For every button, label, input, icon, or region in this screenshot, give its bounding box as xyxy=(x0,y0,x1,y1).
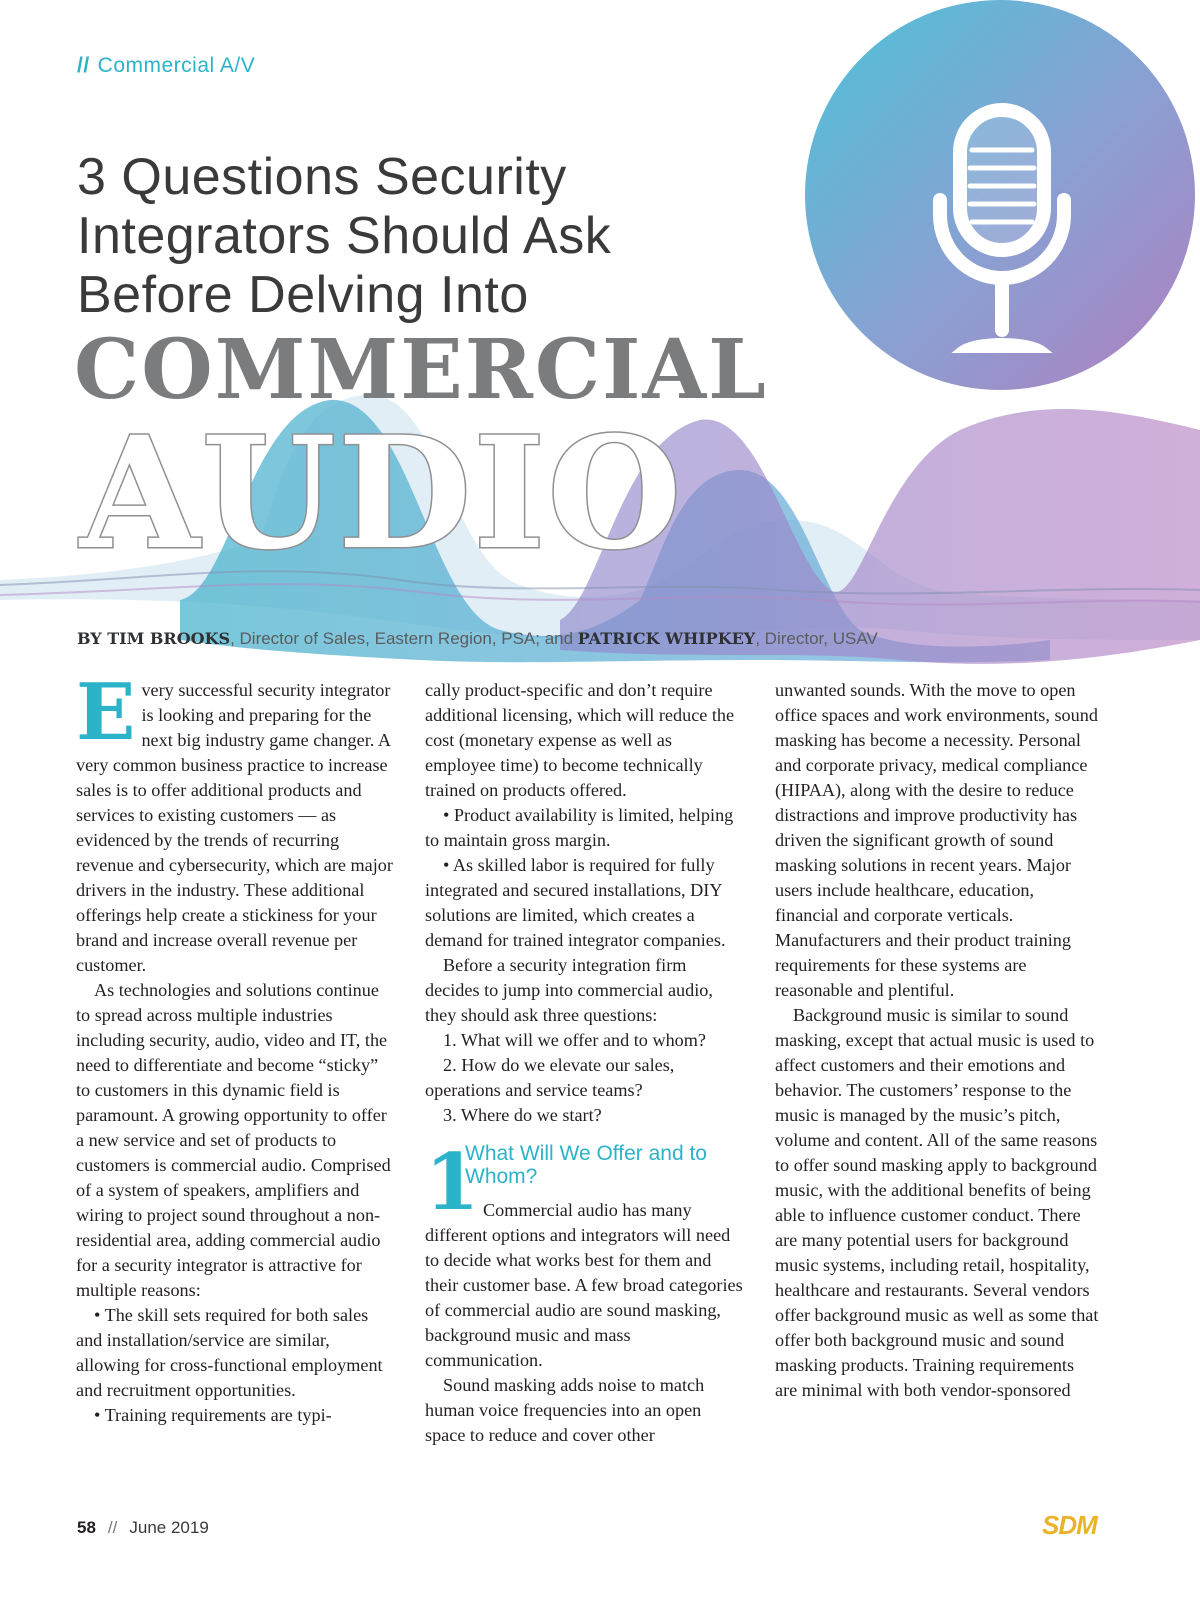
question-item: 3. Where do we start? xyxy=(443,1105,602,1125)
question-1-heading xyxy=(425,1137,745,1228)
bullet-item: • As skilled labor is required for fully integrated and secured installations, DIY solutions are limited, which creates a demand for trained integrator companies. xyxy=(425,855,726,950)
paragraph: cally product-specific and don’t require additional licensing, which will reduce the cost (monetary expense as well as employee time) to become technically trained on products offered. xyxy=(425,680,735,800)
headline-commercial: COMMERCIAL xyxy=(74,322,768,418)
question-1-body xyxy=(425,1198,745,1448)
article-column-2 xyxy=(425,678,745,1448)
footer-separator: // xyxy=(107,1518,118,1537)
paragraph: Background music is similar to sound masking, except that actual music is used to affect customers and their emotions and behavior. The customers’ response to the music is managed by the music’s pitch, volume and content. All of the same reasons to offer sound masking apply to background music, with the additional benefits of being able to influence customer conduct. There are many potential users for background music systems, including retail, hospitality, healthcare and restaurants. Several vendors offer background music as well as some that offer both background music and sound masking products. Training requirements are minimal with both vendor-sponsored xyxy=(775,1005,1099,1400)
headline-line: Integrators Should Ask xyxy=(77,207,612,265)
drop-cap: E xyxy=(76,667,136,758)
sdm-logo: SDM xyxy=(1042,1510,1097,1540)
headline xyxy=(77,148,837,325)
headline-line: 3 Questions Security xyxy=(77,148,567,206)
issue-date: June 2019 xyxy=(129,1518,209,1537)
bullet-item: • Training requirements are typi- xyxy=(94,1405,332,1425)
headline-audio: AUDIO xyxy=(80,403,684,584)
question-item: 1. What will we offer and to whom? xyxy=(443,1030,706,1050)
question-item: 2. How do we elevate our sales, operations and service teams? xyxy=(425,1055,675,1100)
question-1-title: What Will We Offer and to Whom? xyxy=(465,1142,707,1188)
author-2: PATRICK WHIPKEY xyxy=(577,629,756,648)
paragraph: Commercial audio has many different options and integrators will need to decide what works best for them and their customer base. A few broad categories of commercial audio are sound masking, background music and mass communication. xyxy=(425,1200,743,1370)
author-2-role: , Director, USAV xyxy=(755,629,878,648)
page-footer xyxy=(77,1518,209,1538)
section-label: Commercial A/V xyxy=(97,54,256,77)
author-1-role: , Director of Sales, Eastern Region, PSA; and xyxy=(230,629,578,648)
paragraph: Before a security integration firm decides to jump into commercial audio, they should ask three questions: xyxy=(425,955,713,1025)
byline xyxy=(77,629,878,649)
bullet-item: • Product availability is limited, helping to maintain gross margin. xyxy=(425,805,734,850)
paragraph xyxy=(76,667,396,978)
paragraph-text: very successful security integrator is looking and preparing for the next big industry game changer. A very common business practice to increase sales is to offer additional products and services to existing customers — as evidenced by the trends of recurring revenue and cybersecurity, which are major drivers in the industry. These additional offerings help create a stickiness for your brand and increase overall revenue per customer. xyxy=(76,680,393,975)
paragraph: unwanted sounds. With the move to open office spaces and work environments, sound masking has become a necessity. Personal and corporate privacy, medical compliance (HIPAA), along with the desire to reduce distractions and improve productivity has driven the significant growth of sound masking solutions in recent years. Major users include healthcare, education, financial and corporate verticals. Manufacturers and their product training requirements for these systems are reasonable and plentiful. xyxy=(775,680,1098,1000)
headline-line: Before Delving Into xyxy=(77,266,529,324)
paragraph: As technologies and solutions continue to spread across multiple industries including security, audio, video and IT, the need to differentiate and become “sticky” to customers in this dynamic field is paramount. A growing opportunity to offer a new service and set of products to customers is commercial audio. Comprised of a system of speakers, amplifiers and wiring to project sound throughout a non-residential area, adding commercial audio for a security integrator is attractive for multiple reasons: xyxy=(76,980,391,1300)
article-column-1 xyxy=(76,667,396,1428)
section-slashes: // xyxy=(77,54,90,77)
article-column-3 xyxy=(775,678,1100,1403)
section-tag xyxy=(77,54,255,78)
bullet-item: • The skill sets required for both sales and installation/service are similar, allowing for cross-functional employment and recruitment opportunities. xyxy=(76,1305,383,1400)
paragraph: Sound masking adds noise to match human voice frequencies into an open space to reduce and cover other xyxy=(425,1375,705,1445)
page-number: 58 xyxy=(77,1518,96,1537)
question-1-number: 1 xyxy=(425,1137,480,1228)
author-1: BY TIM BROOKS xyxy=(77,629,231,648)
